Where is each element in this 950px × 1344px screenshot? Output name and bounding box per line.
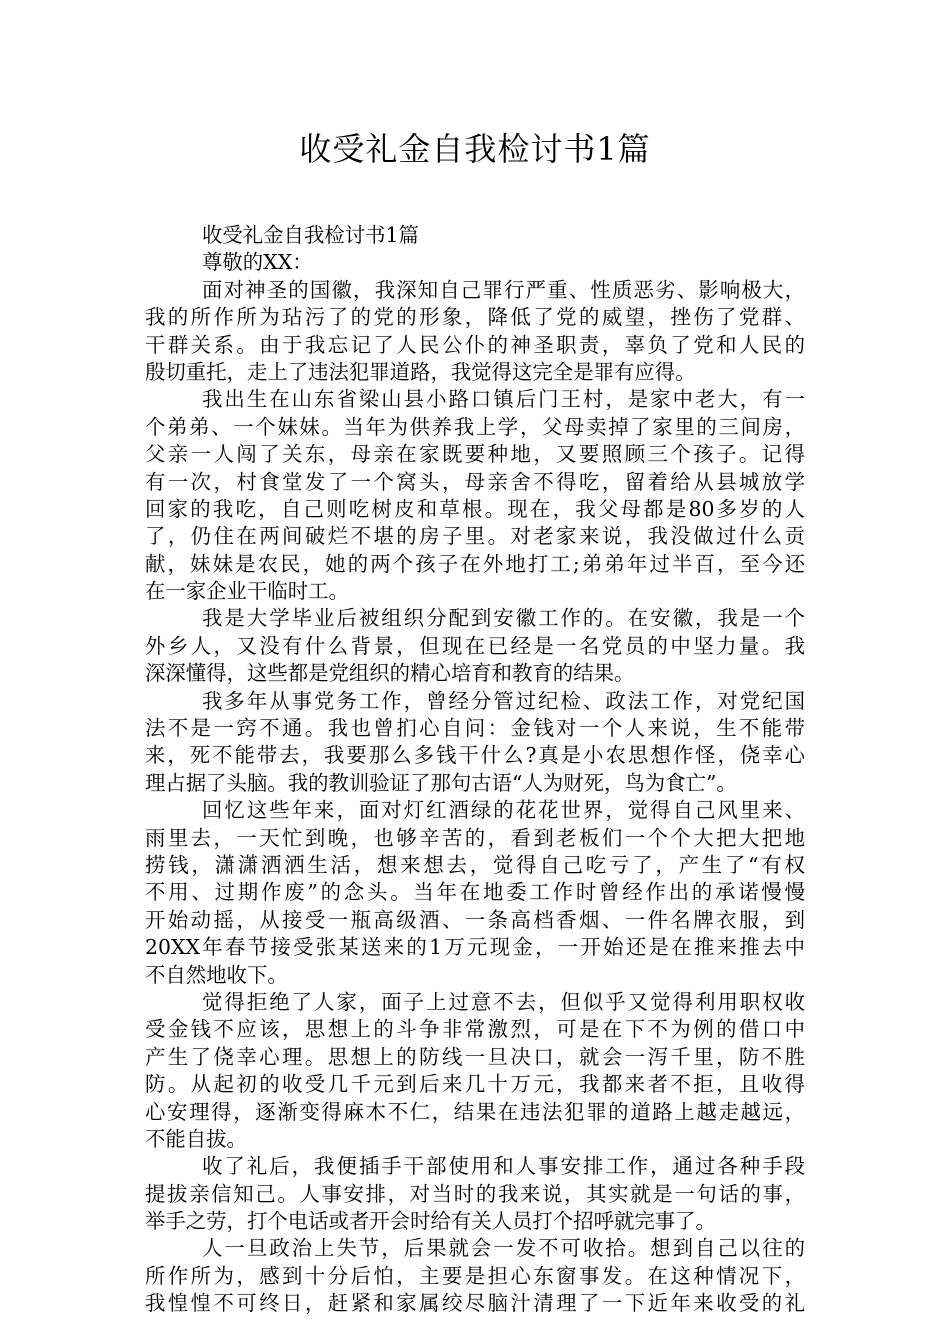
- text-line: 来，死不能带去，我要那么多钱干什么?真是小农思想作怪，侥幸心: [145, 743, 805, 768]
- text-line: 外乡人，又没有什么背景，但现在已经是一名党员的中坚力量。我: [145, 633, 805, 658]
- text-line: 我惶惶不可终日，赶紧和家属绞尽脑汁清理了一下近年来收受的礼: [145, 1291, 805, 1316]
- text-line: 人一旦政治上失节，后果就会一发不可收拾。想到自己以往的: [202, 1236, 805, 1261]
- text-line: 面对神圣的国徽，我深知自己罪行严重、性质恶劣、影响极大，: [202, 277, 805, 302]
- text-line: 收受礼金自我检讨书1篇: [202, 223, 419, 247]
- text-line: 防。从起初的收受几千元到后来几十万元，我都来者不拒，且收得: [145, 1072, 805, 1097]
- text-line: 在一家企业干临时工。: [145, 579, 349, 604]
- text-line: 献，妹妹是农民，她的两个孩子在外地打工;弟弟年过半百，至今还: [145, 551, 805, 576]
- text-line: 尊敬的XX：: [202, 250, 313, 275]
- text-line: 我的所作所为玷污了的党的形象，降低了党的威望，挫伤了党群、: [145, 305, 805, 330]
- text-line: 父亲一人闯了关东，母亲在家既要种地，又要照顾三个孩子。记得: [145, 442, 805, 467]
- text-line: 殷切重托，走上了违法犯罪道路，我觉得这完全是罪有应得。: [145, 359, 696, 384]
- document-body: [145, 222, 805, 1318]
- text-line: 我多年从事党务工作，曾经分管过纪检、政法工作，对党纪国: [202, 688, 805, 713]
- text-line: 个弟弟、一个妹妹。当年为供养我上学，父母卖掉了家里的三间房，: [145, 414, 805, 439]
- text-line: 所作所为，感到十分后怕，主要是担心东窗事发。在这种情况下，: [145, 1263, 805, 1288]
- text-line: 收了礼后，我便插手干部使用和人事安排工作，通过各种手段: [202, 1154, 805, 1179]
- text-line: 我是大学毕业后被组织分配到安徽工作的。在安徽，我是一个: [202, 606, 805, 631]
- text-line: 产生了侥幸心理。思想上的防线一旦决口，就会一泻千里，防不胜: [145, 1044, 805, 1069]
- text-line: 不能自拔。: [145, 1126, 247, 1151]
- text-line: 开始动摇，从接受一瓶高级酒、一条高档香烟、一件名牌衣服，到: [145, 907, 805, 932]
- text-line: 深深懂得，这些都是党组织的精心培育和教育的结果。: [145, 661, 635, 686]
- text-line: 心安理得，逐渐变得麻木不仁，结果在违法犯罪的道路上越走越远，: [145, 1099, 805, 1124]
- document-title: 收受礼金自我检讨书1篇: [299, 130, 651, 168]
- text-line: 举手之劳，打个电话或者开会时给有关人员打个招呼就完事了。: [145, 1209, 716, 1234]
- text-line: 干群关系。由于我忘记了人民公仆的神圣职责，辜负了党和人民的: [145, 332, 805, 357]
- text-line: 20XX年春节接受张某送来的1万元现金，一开始还是在推来推去中: [145, 935, 805, 960]
- text-line: 受金钱不应该，思想上的斗争非常激烈，可是在下不为例的借口中: [145, 1017, 805, 1042]
- text-line: 捞钱，潇潇洒洒生活，想来想去，觉得自己吃亏了，产生了“有权: [145, 852, 805, 877]
- text-line: 觉得拒绝了人家，面子上过意不去，但似乎又觉得利用职权收: [202, 989, 805, 1014]
- text-line: 法不是一窍不通。我也曾扪心自问：金钱对一个人来说，生不能带: [145, 716, 805, 741]
- text-line: 不自然地收下。: [145, 962, 288, 987]
- text-line: 雨里去，一天忙到晚，也够辛苦的，看到老板们一个个大把大把地: [145, 825, 805, 850]
- text-line: 有一次，村食堂发了一个窝头，母亲舍不得吃，留着给从县城放学: [145, 469, 805, 494]
- text-line: 理占据了头脑。我的教训验证了那句古语“人为财死，鸟为食亡”。: [145, 770, 737, 795]
- text-line: 不用、过期作废”的念头。当年在地委工作时曾经作出的承诺慢慢: [145, 880, 805, 905]
- text-line: 我出生在山东省梁山县小路口镇后门王村，是家中老大，有一: [202, 387, 805, 412]
- text-line: 回家的我吃，自己则吃树皮和草根。现在，我父母都是80多岁的人: [145, 496, 805, 521]
- text-line: 提拔亲信知己。人事安排，对当时的我来说，其实就是一句话的事，: [145, 1181, 805, 1206]
- text-line: 了，仍住在两间破烂不堪的房子里。对老家来说，我没做过什么贡: [145, 524, 805, 549]
- text-line: 回忆这些年来，面对灯红酒绿的花花世界，觉得自己风里来、: [202, 798, 805, 823]
